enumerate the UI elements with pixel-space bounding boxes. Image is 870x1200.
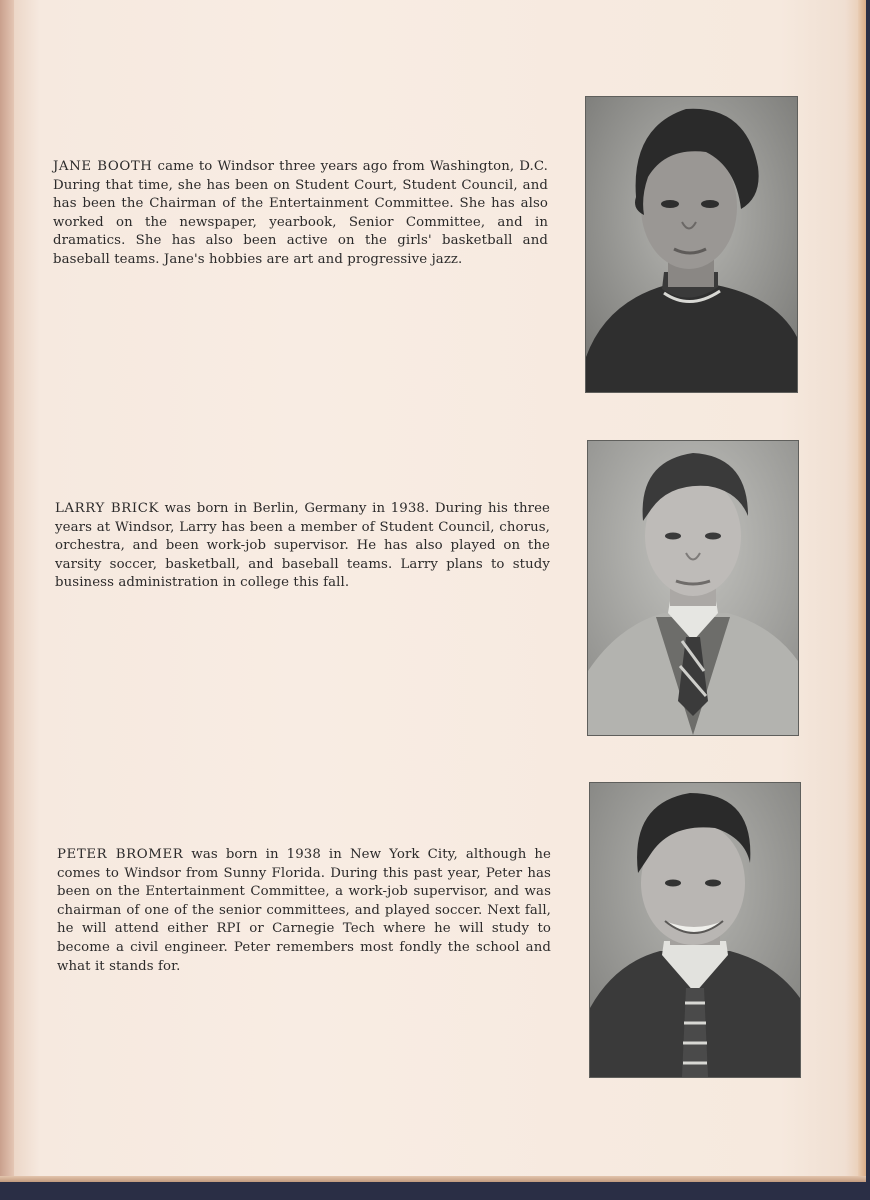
student-name: JANE BOOTH	[53, 159, 153, 174]
student-bio: came to Windsor three years ago from Washington, D.C. During that time, she has been on Student Court, Student Council, and has been the Chairman of the Entertainment Committee. She has also worked on the newspaper, yearbook, Senior Committee, and in dramatics. She has also been active on the girls' basketball and baseball teams. Jane's hobbies are art and progressive jazz.	[53, 159, 548, 267]
entry-bio-larry-brick	[55, 500, 550, 593]
student-portrait-peter-bromer	[590, 783, 800, 1077]
page-bottom-edge	[0, 1176, 866, 1182]
student-bio: was born in 1938 in New York City, although he comes to Windsor from Sunny Florida. During this past year, Peter has been on the Entertainment Committee, a work-job supervisor, and was chairman of one of the senior committees, and played soccer. Next fall, he will attend either RPI or Carnegie Tech where he will study to become a civil engineer. Peter remembers most fondly the school and what it stands for.	[57, 847, 552, 974]
entry-bio-jane-booth	[53, 158, 548, 270]
page-spine-shadow	[0, 0, 14, 1182]
student-portrait-larry-brick	[588, 441, 798, 735]
entry-bio-peter-bromer	[57, 846, 551, 976]
student-name: LARRY BRICK	[55, 501, 160, 516]
page-edge	[858, 0, 866, 1182]
student-bio: was born in Berlin, Germany in 1938. During his three years at Windsor, Larry has been a member of Student Council, chorus, orchestra, and been work-job supervisor. He has also played on the varsity soccer, basketball, and baseball teams. Larry plans to study business administration in college this fall.	[55, 501, 551, 591]
student-name: PETER BROMER	[57, 847, 184, 862]
student-portrait-jane-booth	[586, 97, 797, 392]
